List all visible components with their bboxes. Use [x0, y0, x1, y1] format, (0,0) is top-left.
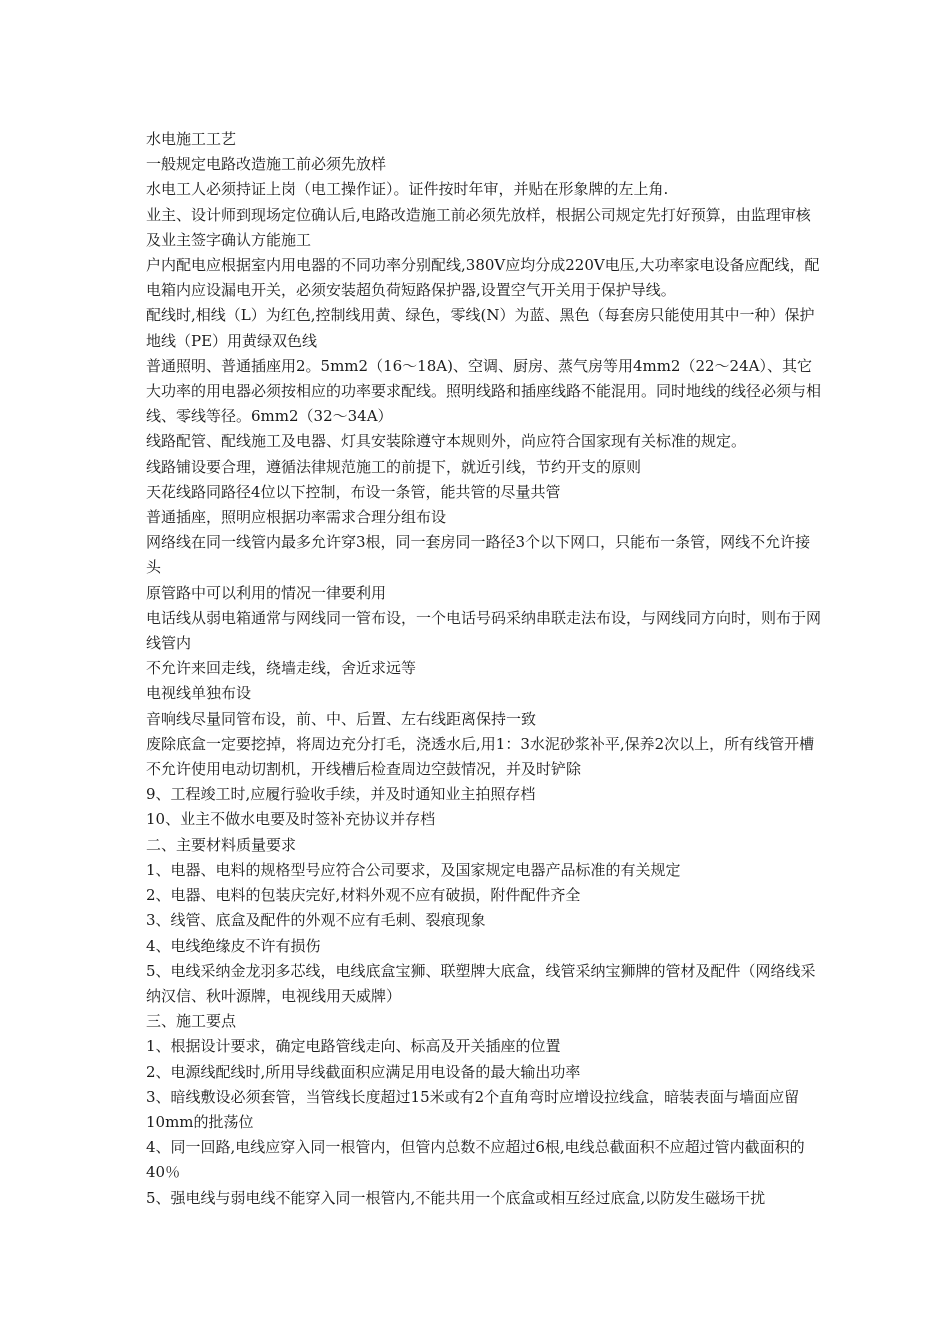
paragraph: 水电工人必须持证上岗（电工操作证）。证件按时年审，并贴在形象牌的左上角.: [146, 180, 669, 199]
doc-title: 水电施工工艺: [146, 130, 237, 148]
list-item: 3、线管、底盒及配件的外观不应有毛刺、裂痕现象: [146, 911, 486, 930]
paragraph: 不允许来回走线，绕墙走线，舍近求远等: [146, 659, 417, 678]
list-item: 1、根据设计要求，确定电路管线走向、标高及开关插座的位置: [146, 1037, 561, 1056]
list-item: 5、强电线与弱电线不能穿入同一根管内,不能共用一个底盒或相互经过底盒,以防发生磁场干扰: [146, 1188, 766, 1207]
list-item: 2、电器、电料的包装庆完好,材料外观不应有破损，附件配件齐全: [146, 886, 581, 905]
list-item: 4、电线绝缘皮不许有损伤: [146, 936, 321, 955]
paragraph: 一般规定电路改造施工前必须先放样: [146, 155, 387, 174]
list-item: 4、同一回路,电线应穿入同一根管内，但管内总数不应超过6根,电线总截面积不应超过管内截面积的40％: [146, 1138, 805, 1182]
list-item: 3、暗线敷设必须套管，当管线长度超过15米或有2个直角弯时应增设拉线盒，暗装表面与墙面应留10mm的批荡位: [146, 1087, 800, 1131]
paragraph: 普通照明、普通插座用2。5mm2（16～18A)、空调、厨房、蒸气房等用4mm2（22～24A）、其它大功率的用电器必须按相应的功率要求配线。照明线路和插座线路不能混用。同时地线的线径必须与相线、零线等径。6mm2（32～34A）: [146, 356, 822, 426]
paragraph: 电视线单独布设: [146, 684, 252, 703]
paragraph: 业主、设计师到现场定位确认后,电路改造施工前必须先放样，根据公司规定先打好预算，由监理审核及业主签字确认方能施工: [146, 205, 811, 249]
paragraph: 配线时,相线（L）为红色,控制线用黄、绿色，零线(N）为蓝、黑色（每套房只能使用其中一种）保护地线（PE）用黄绿双色线: [146, 306, 815, 350]
section-heading: 三、施工要点: [146, 1012, 237, 1031]
paragraph: 网络线在同一线管内最多允许穿3根，同一套房同一路径3个以下网口，只能布一条管，网线不允许接头: [146, 533, 811, 577]
list-item: 9、工程竣工时,应履行验收手续，并及时通知业主拍照存档: [146, 785, 536, 804]
paragraph: 废除底盒一定要挖掉，将周边充分打毛，浇透水后,用1：3水泥砂浆补平,保养2次以上，所有线管开槽不允许使用电动切割机，开线槽后检查周边空鼓情况，并及时铲除: [146, 734, 815, 779]
document-page: [146, 127, 822, 1211]
list-item: 1、电器、电料的规格型号应符合公司要求，及国家规定电器产品标准的有关规定: [146, 860, 681, 879]
paragraph: 线路铺设要合理，遵循法律规范施工的前提下，就近引线，节约开支的原则: [146, 457, 642, 476]
list-item: 5、电线采纳金龙羽多芯线，电线底盒宝狮、联塑牌大底盒，线管采纳宝狮牌的管材及配件（网络线采纳汉信、秋叶源牌，电视线用天威牌）: [146, 961, 816, 1005]
list-item: 2、电源线配线时,所用导线截面积应满足用电设备的最大输出功率: [146, 1062, 581, 1081]
paragraph: 音响线尽量同管布设，前、中、后置、左右线距离保持一致: [146, 709, 537, 728]
paragraph: 天花线路同路径4位以下控制，布设一条管，能共管的尽量共管: [146, 482, 561, 501]
section-heading: 二、主要材料质量要求: [146, 835, 297, 854]
paragraph: 普通插座，照明应根据功率需求合理分组布设: [146, 508, 447, 527]
paragraph: 线路配管、配线施工及电器、灯具安装除遵守本规则外，尚应符合国家现有关标准的规定。: [146, 432, 747, 451]
list-item: 10、业主不做水电要及时签补充协议并存档: [146, 810, 436, 829]
paragraph: 户内配电应根据室内用电器的不同功率分别配线,380V应均分成220V电压,大功率家电设备应配线，配电箱内应设漏电开关，必须安装超负荷短路保护器,设置空气开关用于保护导线。: [146, 256, 820, 300]
paragraph: 电话线从弱电箱通常与网线同一管布设，一个电话号码采纳串联走法布设，与网线同方向时，则布于网线管内: [146, 608, 822, 653]
paragraph: 原管路中可以利用的情况一律要利用: [146, 583, 387, 602]
